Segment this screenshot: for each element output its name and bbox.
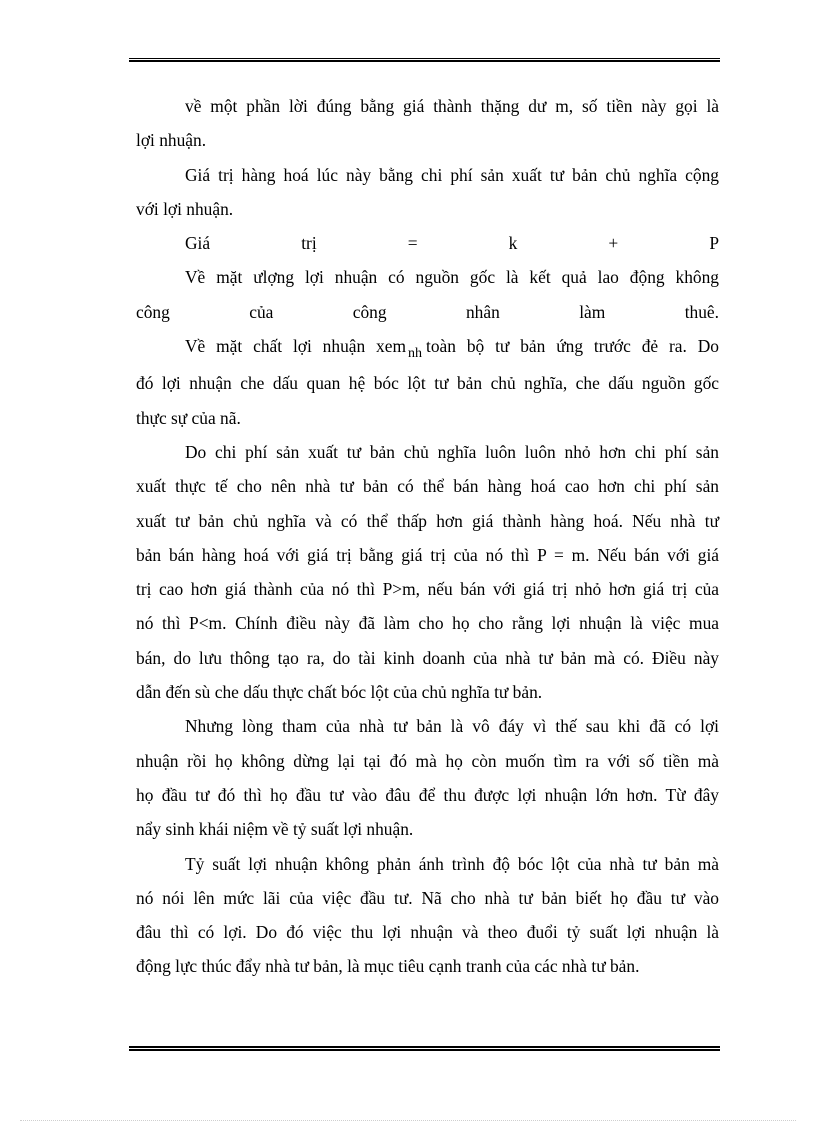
paragraph-2 [136,158,719,227]
text-line: thực sự của nã. [136,407,241,428]
text-line: lợi nhuận. [136,130,207,151]
text-segment: toàn bộ tư bản ứng trước đẻ ra. Do [426,336,719,357]
text-line: họ đầu tư đó thì họ đầu tư vào đâu để thu được lợi nhuận lớn hơn. Từ đây [136,784,719,805]
document-body [136,89,719,984]
spread-line [136,295,719,329]
text-line: Tỷ suất lợi nhuận không phản ánh trình độ bóc lột của nhà tư bản mà [185,853,719,874]
text-line: đâu thì có lợi. Do đó việc thu lợi nhuận và theo đuổi tỷ suất lợi nhuận là [136,922,719,943]
spread-word: công [136,301,170,322]
spread-word: làm [579,301,606,322]
text-line: Do chi phí sản xuất tư bản chủ nghĩa luôn luôn nhỏ hơn chi phí sản [185,441,719,462]
text-line: Về mặt ưlợng lợi nhuận có nguồn gốc là kết quả lao động không [185,267,719,288]
text-line: nhuận rồi họ không dừng lại tại đó mà họ còn muốn tìm ra với số tiền mà [136,750,719,771]
text-line: với lợi nhuận. [136,198,234,219]
spread-word: của [249,301,274,322]
formula-word: trị [301,233,317,254]
formula-line [136,226,719,260]
paragraph-6 [136,709,719,846]
paragraph-7 [136,847,719,984]
spread-word: công [352,301,387,322]
text-line: về một phần lời đúng bằng giá thành thặng dư m, số tiền này gọi là [185,96,719,116]
text-line: đó lợi nhuận che dấu quan hệ bóc lột tư bản chủ nghĩa, che dấu nguồn gốc [136,373,719,394]
paragraph-1 [136,89,719,158]
text-line: nó nói lên mức lãi của việc đầu tư. Nã cho nhà tư bản biết họ đầu tư vào [136,887,719,908]
text-line: bán, do lưu thông tạo ra, do tài kinh doanh của nhà tư bản mà có. Điều này [136,647,719,668]
paragraph-4 [136,329,719,435]
formula-symbol: = [407,233,418,254]
footer-rule [129,1046,720,1051]
text-line: dẫn đến sù che dấu thực chất bóc lột của chủ nghĩa tư bản. [136,682,543,703]
text-line: xuất tư bản chủ nghĩa và có thể thấp hơn giá thành hàng hoá. Nếu nhà tư [136,510,719,531]
formula-word: P [709,233,719,254]
paragraph-3 [136,260,719,329]
text-line: Giá trị hàng hoá lúc này bằng chi phí sản xuất tư bản chủ nghĩa cộng [185,164,719,185]
text-line: động lực thúc đẩy nhà tư bản, là mục tiêu cạnh tranh của các nhà tư bản. [136,956,640,977]
page-edge-dotted-line [20,1120,796,1121]
header-rule [129,58,720,62]
formula-symbol: + [608,233,619,254]
text-line: trị cao hơn giá thành của nó thì P>m, nếu bán với giá trị nhỏ hơn giá trị của [136,579,719,600]
inline-note: nh [408,346,422,362]
text-line: bản bán hàng hoá với giá trị bằng giá trị của nó thì P = m. Nếu bán với giá [136,544,719,565]
formula-word: k [508,233,518,254]
text-line: xuất thực tế cho nên nhà tư bản có thể bán hàng hoá cao hơn chi phí sản [136,476,719,497]
text-line: nó thì P<m. Chính điều này đã làm cho họ cho rằng lợi nhuận là việc mua [136,613,719,634]
paragraph-5 [136,435,719,709]
text-line [136,329,719,366]
text-segment: Về mặt chất lợi nhuận xem [185,336,406,357]
spread-word: thuê. [684,301,719,322]
text-line: Nhưng lòng tham của nhà tư bản là vô đáy vì thế sau khi đã có lợi [185,716,719,737]
spread-word: nhân [465,301,500,322]
formula-word: Giá [185,233,211,254]
text-line: nẩy sinh khái niệm về tỷ suất lợi nhuận. [136,819,414,840]
